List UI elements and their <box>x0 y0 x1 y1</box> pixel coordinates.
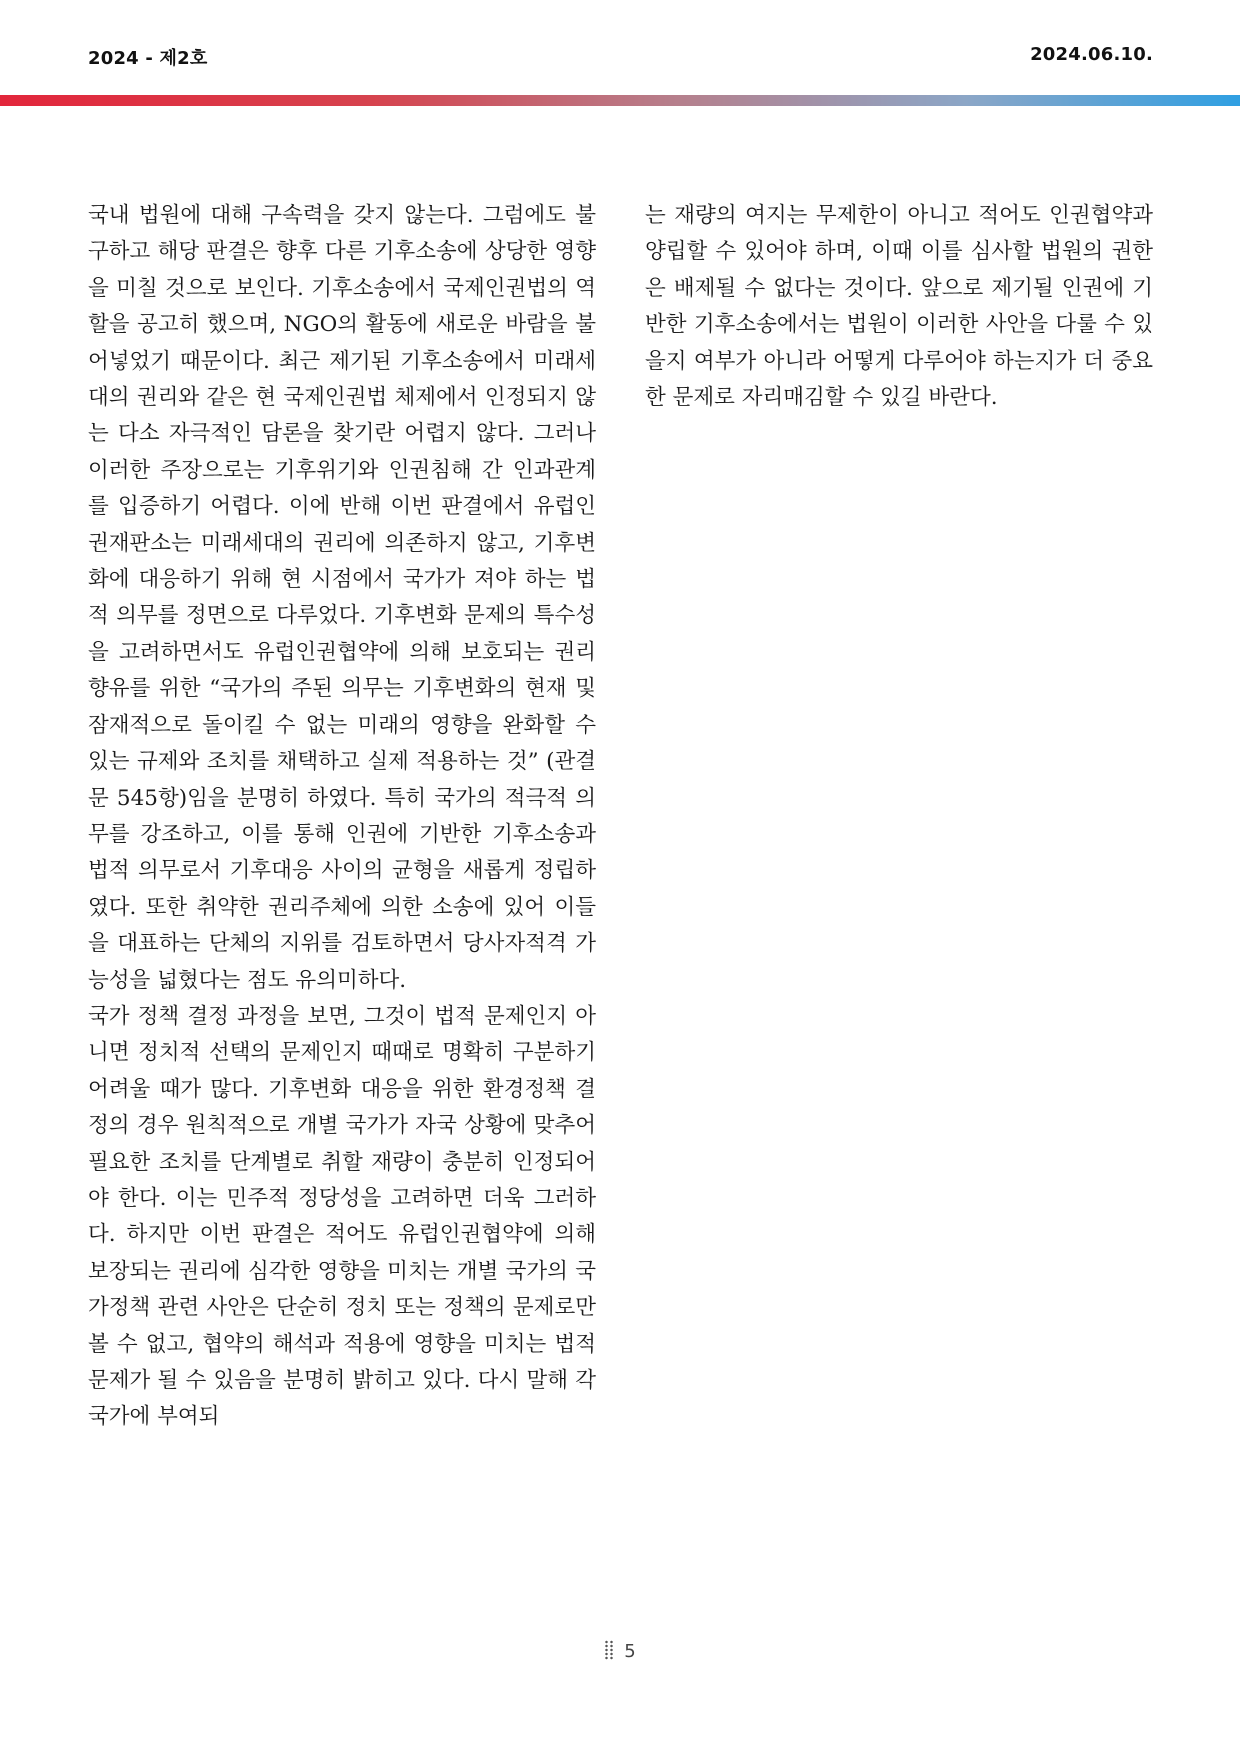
body-paragraph-3: 는 재량의 여지는 무제한이 아니고 적어도 인권협약과 양립할 수 있어야 하며, 이때 이를 심사할 법원의 권한은 배제될 수 없다는 것이다. 앞으로 제기될 인권에 기반한 기후소송에서는 법원이 이러한 사안을 다룰 수 있을지 여부가 아니라 어떻게 다루어야 하는지가 더 중요한 문제로 자리매김할 수 있길 바란다. <box>645 203 1153 411</box>
left-column <box>88 198 596 1436</box>
right-column <box>645 198 1153 416</box>
page-header <box>0 0 1240 110</box>
body-paragraph-2: 국가 정책 결정 과정을 보면, 그것이 법적 문제인지 아니면 정치적 선택의 문제인지 때때로 명확히 구분하기 어려울 때가 많다. 기후변화 대응을 위한 환경정책 결정의 경우 원칙적으로 개별 국가가 자국 상황에 맞추어 필요한 조치를 단계별로 취할 재량이 충분히 인정되어야 한다. 이는 민주적 정당성을 고려하면 더욱 그러하다. 하지만 이번 판결은 적어도 유럽인권협약에 의해 보장되는 권리에 심각한 영향을 미치는 개별 국가의 국가정책 관련 사안은 단순히 정치 또는 정책의 문제로만 볼 수 없고, 협약의 해석과 적용에 영향을 미치는 법적 문제가 될 수 있음을 분명히 밝히고 있다. 다시 말해 각 국가에 부여되 <box>88 1003 596 1430</box>
body-paragraph-1: 국내 법원에 대해 구속력을 갖지 않는다. 그럼에도 불구하고 해당 판결은 향후 다른 기후소송에 상당한 영향을 미칠 것으로 보인다. 기후소송에서 국제인권법의 역할을 공고히 했으며, NGO의 활동에 새로운 바람을 불어넣었기 때문이다. 최근 제기된 기후소송에서 미래세대의 권리와 같은 현 국제인권법 체제에서 인정되지 않는 다소 자극적인 담론을 찾기란 어렵지 않다. 그러나 이러한 주장으로는 기후위기와 인권침해 간 인과관계를 입증하기 어렵다. 이에 반해 이번 판결에서 유럽인권재판소는 미래세대의 권리에 의존하지 않고, 기후변화에 대응하기 위해 현 시점에서 국가가 져야 하는 법적 의무를 정면으로 다루었다. 기후변화 문제의 특수성을 고려하면서도 유럽인권협약에 의해 보호되는 권리 향유를 위한 “국가의 주된 의무는 기후변화의 현재 및 잠재적으로 돌이킬 수 없는 미래의 영향을 완화할 수 있는 규제와 조치를 채택하고 실제 적용하는 것” (관결문 545항)임을 분명히 하였다. 특히 국가의 적극적 의무를 강조하고, 이를 통해 인권에 기반한 기후소송과 법적 의무로서 기후대응 사이의 균형을 새롭게 정립하였다. 또한 취약한 권리주체에 의한 소송에 있어 이들을 대표하는 단체의 지위를 검토하면서 당사자적격 가능성을 넓혔다는 점도 유의미하다. <box>88 203 596 993</box>
issue-date: 2024.06.10. <box>1030 44 1153 65</box>
page-number: 5 <box>624 1641 636 1662</box>
issue-label: 2024 - 제2호 <box>88 48 208 69</box>
header-gradient-rule <box>0 95 1240 106</box>
page-dots-icon <box>604 1640 614 1660</box>
page-footer <box>0 1640 1240 1662</box>
